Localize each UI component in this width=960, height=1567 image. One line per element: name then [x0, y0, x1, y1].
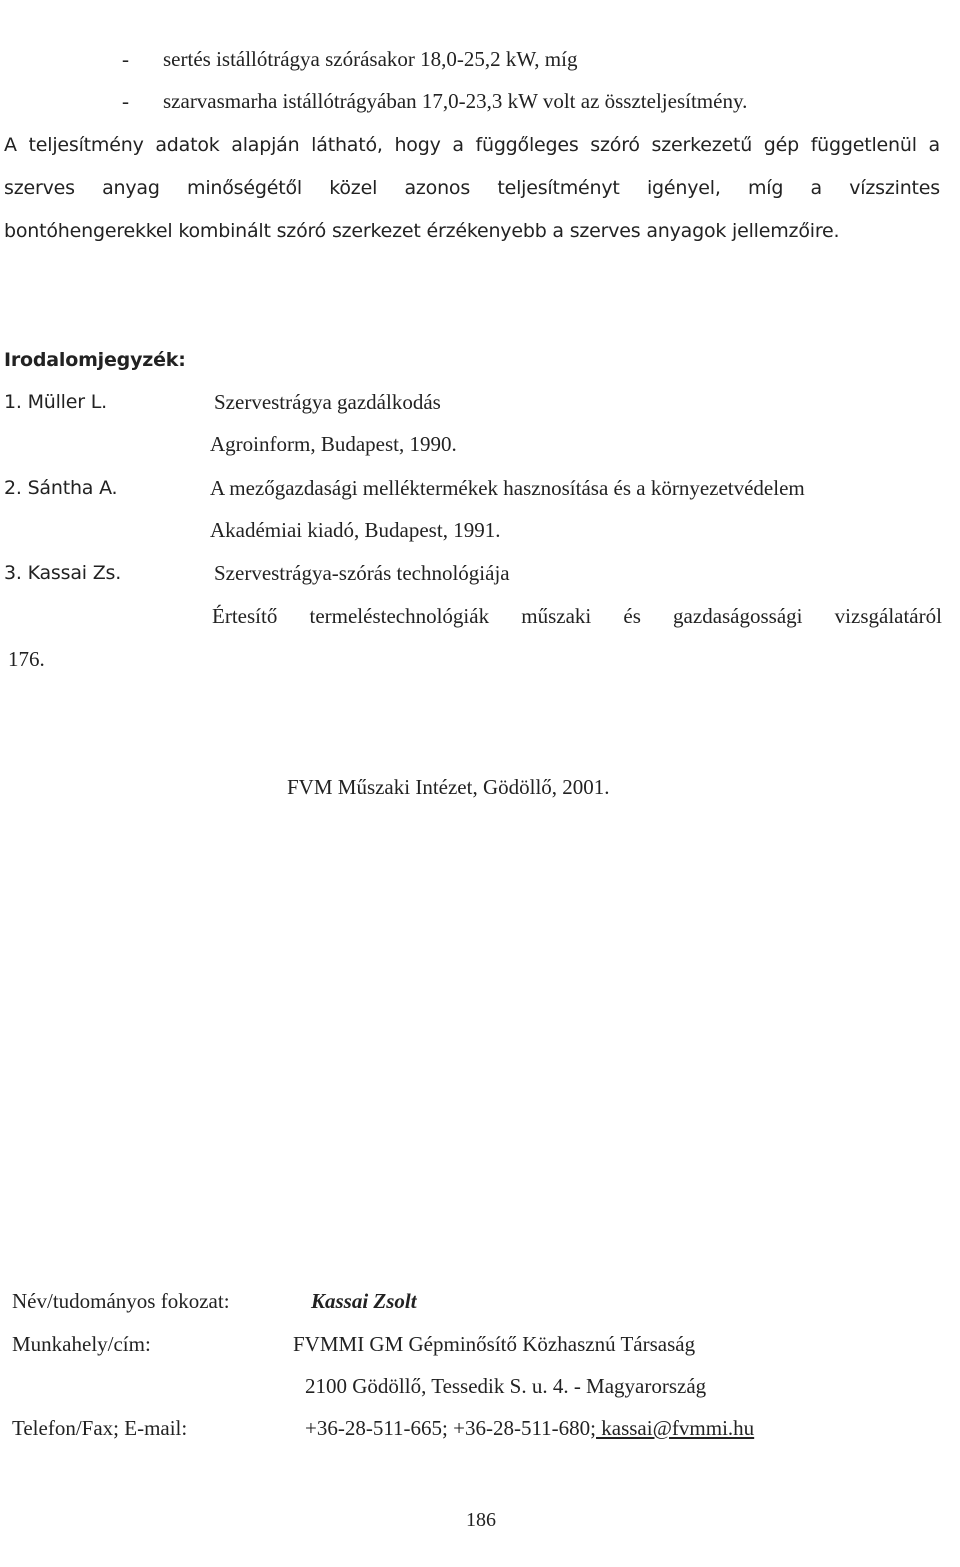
reference-number: 1. Müller L. — [4, 391, 107, 413]
word: közel — [329, 177, 378, 199]
word: vizsgálatáról — [834, 604, 942, 628]
author-name-value: Kassai Zsolt — [311, 1289, 417, 1313]
word: függetlenül — [810, 134, 917, 156]
reference-title: A mezőgazdasági melléktermékek hasznosítása és a környezetvédelem — [210, 476, 805, 500]
word: Értesítő — [212, 604, 278, 628]
word: szóró — [590, 134, 640, 156]
paragraph-line — [4, 133, 940, 157]
email-link[interactable]: kassai@fvmmi.hu — [596, 1416, 755, 1440]
word: minőségétől — [187, 177, 302, 199]
workplace-label: Munkahely/cím: — [12, 1332, 151, 1356]
word: anyag — [102, 177, 160, 199]
reference-publisher: Agroinform, Budapest, 1990. — [210, 432, 457, 456]
word: látható, — [311, 134, 383, 156]
word: vízszintes — [849, 177, 940, 199]
reference-title: Szervestrágya gazdálkodás — [214, 390, 441, 414]
reference-publisher — [212, 604, 942, 628]
reference-number: 2. Sántha A. — [4, 477, 118, 499]
reference-publisher: Akadémiai kiadó, Budapest, 1991. — [210, 518, 501, 542]
author-name-label: Név/tudományos fokozat: — [12, 1289, 230, 1313]
word: és — [623, 604, 641, 628]
paragraph-line: bontóhengerekkel kombinált szóró szerkezet érzékenyebb a szerves anyagok jellemzőire. — [4, 220, 840, 242]
bullet-text: szarvasmarha istállótrágyában 17,0-23,3 kW volt az összteljesítmény. — [163, 89, 748, 113]
bullet-dash: - — [122, 47, 129, 71]
word: alapján — [231, 134, 300, 156]
references-heading: Irodalomjegyzék: — [4, 349, 186, 371]
reference-continuation: 176. — [8, 647, 45, 671]
word: hogy — [394, 134, 441, 156]
address-value: 2100 Gödöllő, Tessedik S. u. 4. - Magyarország — [305, 1374, 707, 1398]
word: szerkezetű — [651, 134, 753, 156]
paragraph-line — [4, 176, 940, 200]
reference-number: 3. Kassai Zs. — [4, 562, 122, 584]
reference-title: Szervestrágya-szórás technológiája — [214, 561, 510, 585]
word: a — [452, 134, 464, 156]
word: teljesítmény — [28, 134, 144, 156]
page-number: 186 — [466, 1509, 496, 1531]
bullet-dash: - — [122, 89, 129, 113]
word: műszaki — [521, 604, 592, 628]
word: míg — [747, 177, 784, 199]
workplace-value: FVMMI GM Gépminősítő Közhasznú Társaság — [293, 1332, 696, 1356]
contact-value — [305, 1416, 754, 1440]
word: gép — [763, 134, 799, 156]
word: termeléstechnológiák — [309, 604, 490, 628]
word: függőleges — [475, 134, 579, 156]
word: adatok — [155, 134, 220, 156]
word: a — [810, 177, 822, 199]
bullet-text: sertés istállótrágya szórásakor 18,0-25,2 kW, míg — [163, 47, 578, 71]
word: igényel, — [646, 177, 721, 199]
word: a — [928, 134, 940, 156]
reference-source: FVM Műszaki Intézet, Gödöllő, 2001. — [287, 775, 610, 799]
word: gazdaságossági — [673, 604, 803, 628]
word: A — [4, 134, 17, 156]
contact-phone: +36-28-511-665; +36-28-511-680; — [305, 1416, 597, 1440]
word: szerves — [4, 177, 75, 199]
word: azonos — [404, 177, 471, 199]
word: teljesítményt — [497, 177, 620, 199]
contact-label: Telefon/Fax; E-mail: — [12, 1416, 188, 1440]
